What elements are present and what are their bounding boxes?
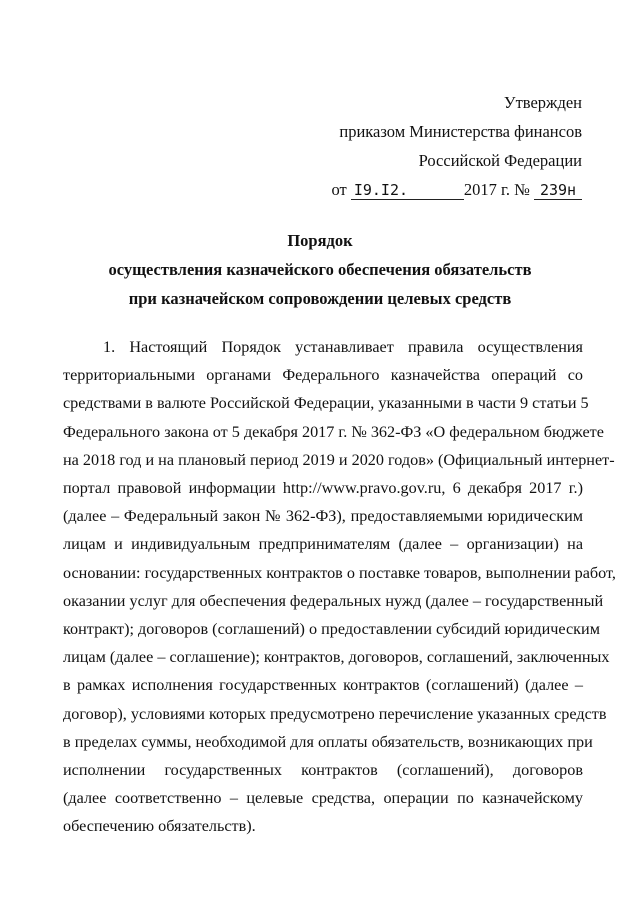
approval-line-order: приказом Министерства финансов: [339, 122, 582, 141]
title-line-3: при казначейском сопровождении целевых средств: [128, 289, 512, 308]
body-line: Федерального закона от 5 декабря 2017 г. № 362-ФЗ «О федеральном бюджете: [63, 422, 604, 441]
body-line: средствами в валюте Российской Федерации, указанными в части 9 статьи 5: [63, 394, 589, 413]
body-paragraph: [63, 333, 616, 841]
body-line: портал правовой информации http://www.pravo.gov.ru, 6 декабря 2017 г.): [63, 479, 583, 498]
title-line-2: осуществления казначейского обеспечения обязательств: [108, 260, 532, 279]
date-prefix: от: [331, 180, 347, 199]
body-line: в пределах суммы, необходимой для оплаты обязательств, возникающих при: [63, 732, 593, 751]
body-line: контракт); договоров (соглашений) о предоставлении субсидий юридическим: [63, 620, 600, 639]
body-line: территориальными органами Федерального казначейства операций со: [63, 366, 583, 385]
body-line: лицам (далее – соглашение); контрактов, договоров, соглашений, заключенных: [63, 648, 610, 667]
approval-line-federation: Российской Федерации: [418, 151, 582, 170]
body-line: исполнении государственных контрактов (соглашений), договоров: [63, 761, 583, 780]
body-line: на 2018 год и на плановый период 2019 и 2020 годов» (Официальный интернет-: [63, 450, 615, 469]
approval-line-approved: Утвержден: [503, 93, 582, 112]
body-line: договор), условиями которых предусмотрено перечисление указанных средств: [63, 704, 607, 723]
body-line: основании: государственных контрактов о поставке товаров, выполнении работ,: [63, 563, 616, 582]
body-line: лицам и индивидуальным предпринимателям (далее – организации) на: [63, 535, 583, 554]
body-line: (далее – Федеральный закон № 362-ФЗ), предоставляемыми юридическим: [63, 507, 583, 526]
date-suffix: 2017 г. №: [463, 180, 530, 199]
document-title: [0, 226, 640, 313]
approval-stamp: [331, 88, 582, 204]
body-line: (далее соответственно – целевые средства, операции по казначейскому: [63, 789, 583, 808]
handwritten-order-number: 239н: [534, 181, 582, 200]
body-line: 1. Настоящий Порядок устанавливает правила осуществления: [103, 338, 583, 356]
body-line: оказании услуг для обеспечения федеральных нужд (далее – государственный: [63, 591, 604, 610]
handwritten-date: I9.I2.: [351, 181, 464, 200]
approval-date-line: [331, 175, 582, 204]
body-line: обеспечению обязательств).: [63, 817, 256, 836]
body-line: в рамках исполнения государственных контрактов (соглашений) (далее –: [63, 676, 583, 695]
title-line-1: Порядок: [287, 231, 353, 250]
